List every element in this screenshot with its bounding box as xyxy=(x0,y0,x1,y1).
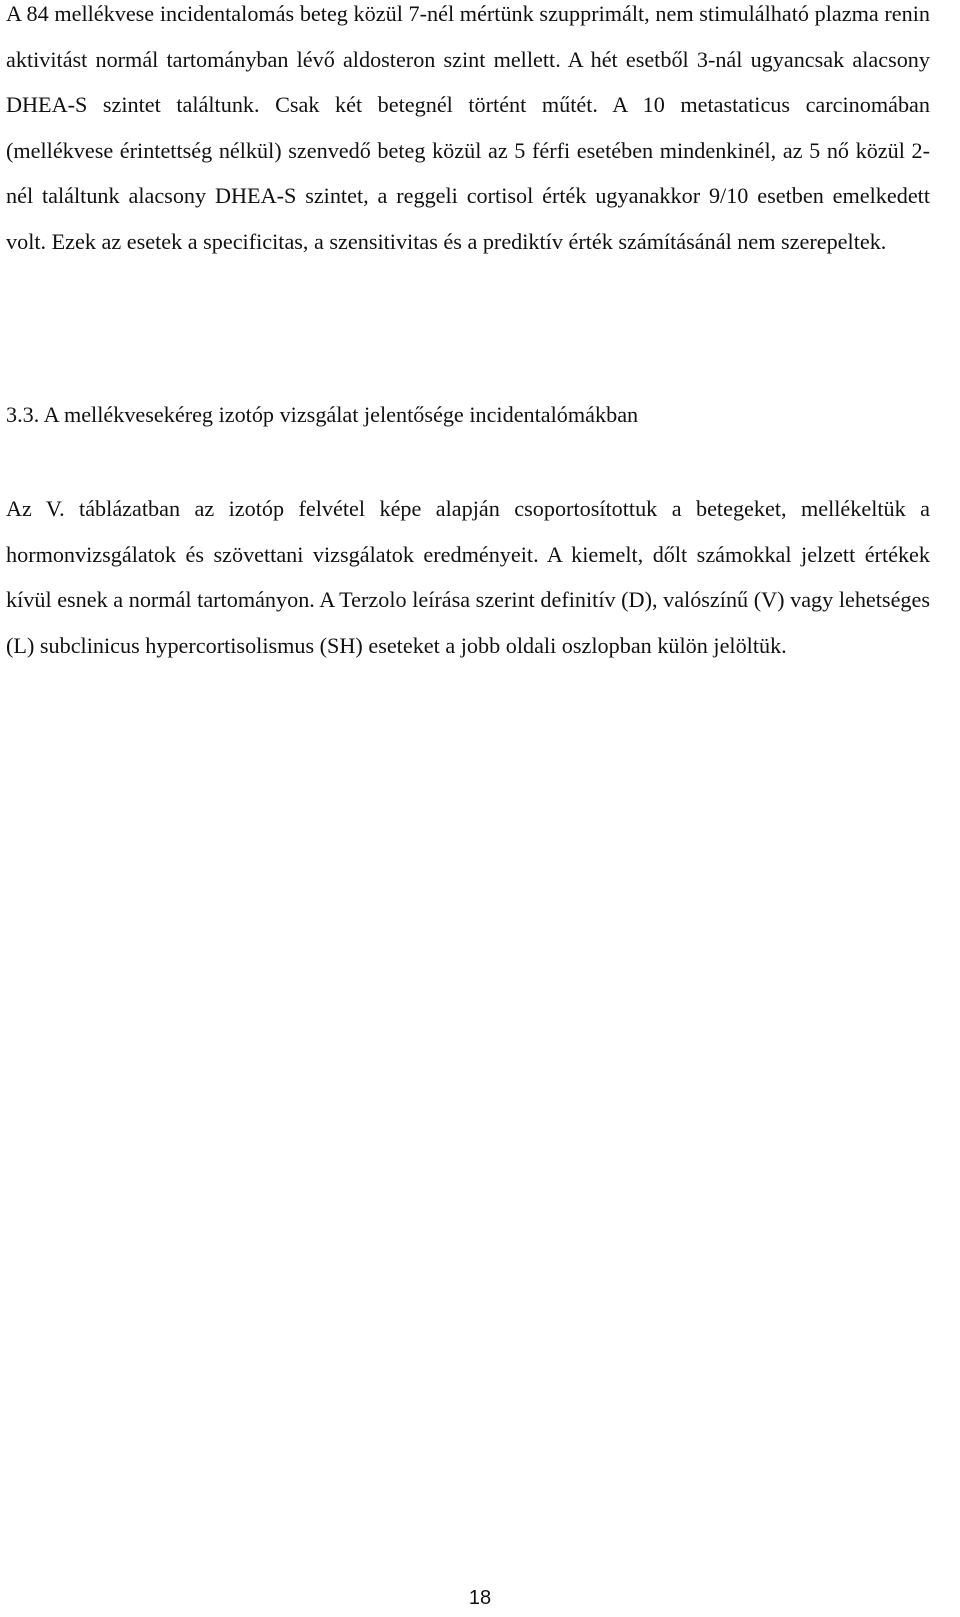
body-paragraph-1: A 84 mellékvese incidentalomás beteg közül 7-nél mértünk szupprimált, nem stimulálható plazma renin aktivitást normál tartományban lévő aldosteron szint mellett. A hét esetből 3-nál ugyancsak alacsony DHEA-S szintet találtunk. Csak két betegnél történt műtét. A 10 metastaticus carcinomában (mellékvese érintettség nélkül) szenvedő beteg közül az 5 férfi esetében mindenkinél, az 5 nő közül 2-nél találtunk alacsony DHEA-S szintet, a reggeli cortisol érték ugyanakkor 9/10 esetben emelkedett volt. Ezek az esetek a specificitas, a szensitivitas és a prediktív érték számításánál nem szerepeltek. xyxy=(6,1,930,254)
section-heading: 3.3. A mellékvesekéreg izotóp vizsgálat jelentősége incidentalómákban xyxy=(6,402,639,427)
body-paragraph-2: Az V. táblázatban az izotóp felvétel képe alapján csoportosítottuk a betegeket, mellékeltük a hormonvizsgálatok és szövettani vizsgálatok eredményeit. A kiemelt, dőlt számokkal jelzett értékek kívül esnek a normál tartományon. A Terzolo leírása szerint definitív (D), valószínű (V) vagy lehetséges (L) subclinicus hypercortisolismus (SH) eseteket a jobb oldali oszlopban külön jelöltük. xyxy=(6,496,930,658)
page-number: 18 xyxy=(468,1587,492,1609)
